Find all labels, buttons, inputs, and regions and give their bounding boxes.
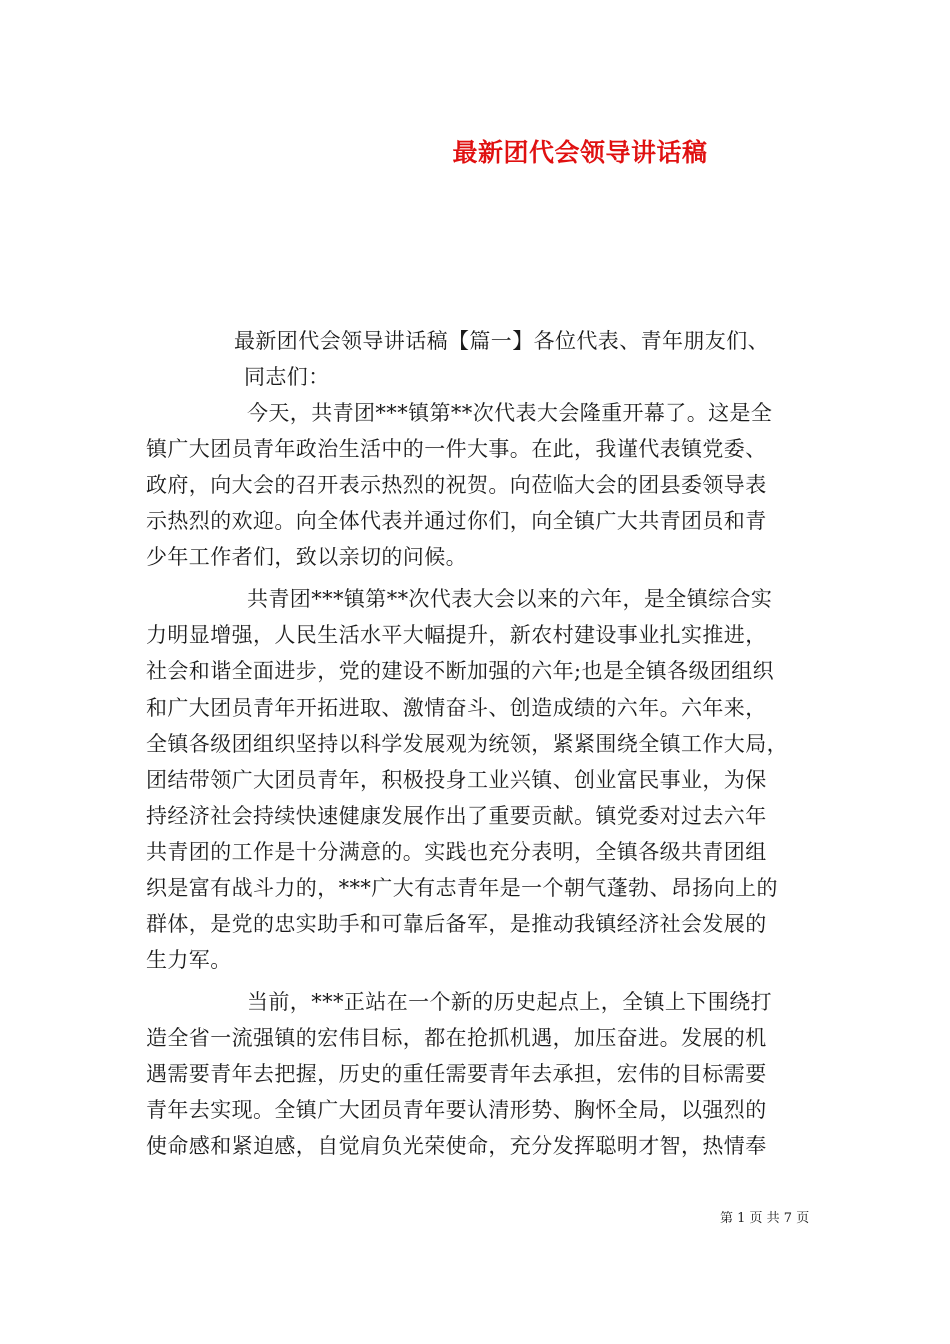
body-line: 社会和谐全面进步，党的建设不断加强的六年;也是全镇各级团组织 xyxy=(146,659,775,683)
body-line: 共青团***镇第**次代表大会以来的六年，是全镇综合实 xyxy=(247,587,773,611)
body-line: 持经济社会持续快速健康发展作出了重要贡献。镇党委对过去六年 xyxy=(146,804,767,828)
body-line: 同志们： xyxy=(244,365,330,389)
body-line: 共青团的工作是十分满意的。实践也充分表明，全镇各级共青团组 xyxy=(146,840,767,864)
body-line: 使命感和紧迫感，自觉肩负光荣使命，充分发挥聪明才智，热情奉 xyxy=(146,1134,767,1158)
body-line: 今天，共青团***镇第**次代表大会隆重开幕了。这是全 xyxy=(247,401,773,425)
body-line: 少年工作者们，致以亲切的问候。 xyxy=(146,545,467,569)
body-line: 政府，向大会的召开表示热烈的祝贺。向莅临大会的团县委领导表 xyxy=(146,473,767,497)
body-line: 当前，***正站在一个新的历史起点上，全镇上下围绕打 xyxy=(247,990,772,1014)
body-line: 和广大团员青年开拓进取、激情奋斗、创造成绩的六年。六年来， xyxy=(146,696,767,720)
body-line: 镇广大团员青年政治生活中的一件大事。在此，我谨代表镇党委、 xyxy=(146,437,767,461)
body-line: 造全省一流强镇的宏伟目标，都在抢抓机遇，加压奋进。发展的机 xyxy=(146,1026,767,1050)
body-line: 生力军。 xyxy=(146,948,232,972)
body-line: 青年去实现。全镇广大团员青年要认清形势、胸怀全局，以强烈的 xyxy=(146,1098,767,1122)
document-title: 最新团代会领导讲话稿 xyxy=(452,138,708,167)
body-line: 最新团代会领导讲话稿【篇一】各位代表、青年朋友们、 xyxy=(234,329,769,353)
body-line: 全镇各级团组织坚持以科学发展观为统领，紧紧围绕全镇工作大局， xyxy=(146,732,788,756)
body-line: 力明显增强，人民生活水平大幅提升，新农村建设事业扎实推进， xyxy=(146,623,767,647)
body-line: 遇需要青年去把握，历史的重任需要青年去承担，宏伟的目标需要 xyxy=(146,1062,767,1086)
body-line: 团结带领广大团员青年，积极投身工业兴镇、创业富民事业，为保 xyxy=(146,768,767,792)
body-line: 织是富有战斗力的，***广大有志青年是一个朝气蓬勃、昂扬向上的 xyxy=(146,876,778,900)
body-line: 群体，是党的忠实助手和可靠后备军，是推动我镇经济社会发展的 xyxy=(146,912,767,936)
body-line: 示热烈的欢迎。向全体代表并通过你们，向全镇广大共青团员和青 xyxy=(146,509,767,533)
page-number: 第 1 页 共 7 页 xyxy=(720,1211,810,1226)
